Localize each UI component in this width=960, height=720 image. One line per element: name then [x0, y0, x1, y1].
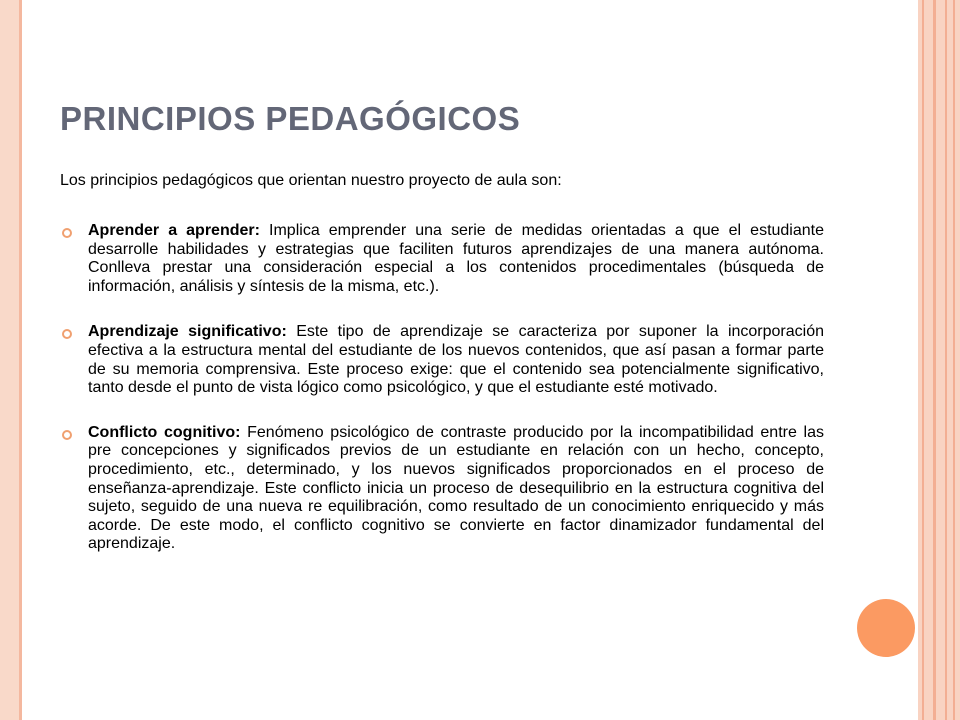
left-decorative-bar: [0, 0, 19, 720]
right-decorative-stripe: [933, 0, 936, 720]
right-decorative-stripe: [945, 0, 947, 720]
bullet-description: Implica emprender una serie de medidas orientadas a que el estudiante desarrolle habilidades y estrategias que faciliten futuros aprendizajes de una manera autónoma. Conlleva prestar una consideración especial a los contenidos procedimentales (búsqueda de información, análisis y síntesis de la misma, etc.).: [88, 222, 825, 295]
bullet-list: [62, 222, 824, 578]
bullet-circle-icon: [62, 430, 72, 440]
right-decorative-stripe: [953, 0, 955, 720]
bullet-text: [88, 222, 824, 296]
bullet-item-conflicto-cognitivo: [62, 424, 824, 554]
bullet-text: [88, 323, 824, 397]
bullet-description: Fenómeno psicológico de contraste producido por la incompatibilidad entre las pre concepciones y significados previos de un estudiante en relación con un hecho, concepto, procedimiento, etc., determinado, y los nuevos significados proporcionados en el proceso de enseñanza-aprendizaje. Este conflicto inicia un proceso de desequilibrio en la estructura cognitiva del sujeto, seguido de una nueva re equilibración, como resultado de un conocimiento enriquecido y más acorde. De este modo, el conflicto cognitivo se convierte en factor dinamizador fundamental del aprendizaje.: [88, 423, 824, 553]
bullet-term: Aprendizaje significativo:: [88, 323, 287, 341]
bullet-description: Este tipo de aprendizaje se caracteriza por suponer la incorporación efectiva a la estructura mental del estudiante de los nuevos contenidos, que así pasan a formar parte de su memoria comprensiva. Este proceso exige: que el contenido sea potencialmente significativo, tanto desde el punto de vista lógico como psicológico, y que el estudiante esté motivado.: [88, 323, 825, 397]
bullet-item-aprendizaje-significativo: [62, 323, 824, 397]
intro-text: Los principios pedagógicos que orientan nuestro proyecto de aula son:: [60, 172, 562, 189]
decorative-circle: [857, 599, 915, 657]
left-decorative-line: [19, 0, 22, 720]
slide-title: PRINCIPIOS PEDAGÓGICOS: [60, 100, 521, 137]
bullet-item-aprender-a-aprender: [62, 222, 824, 296]
right-decorative-stripe: [922, 0, 924, 720]
bullet-circle-icon: [62, 329, 72, 339]
bullet-term: Aprender a aprender:: [88, 222, 260, 239]
bullet-text: [88, 424, 824, 554]
bullet-term: Conflicto cognitivo:: [88, 423, 241, 441]
bullet-circle-icon: [62, 228, 72, 238]
